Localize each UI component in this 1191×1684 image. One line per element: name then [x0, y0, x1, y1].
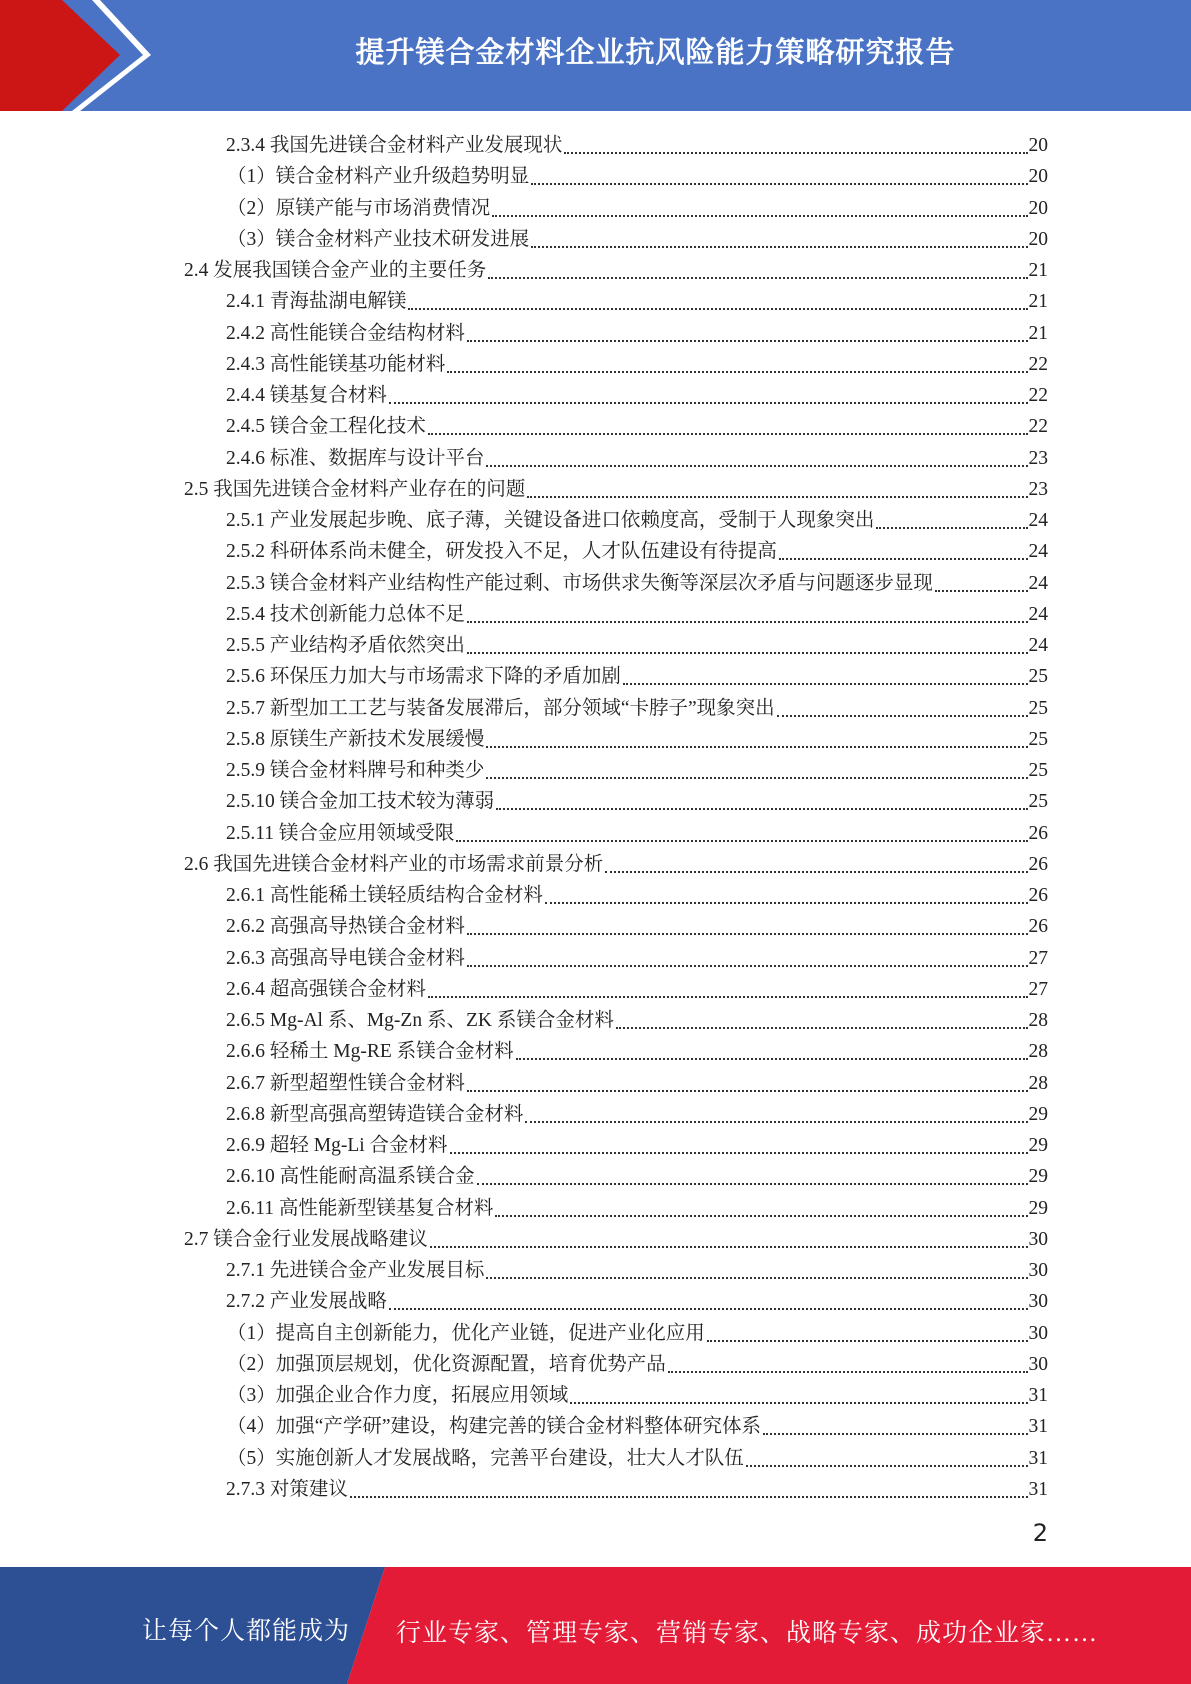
toc-entry-page: 29: [1028, 1166, 1048, 1188]
toc-entry-title: 2.6.10 高性能耐高温系镁合金: [226, 1166, 475, 1188]
toc-dot-leader: [486, 777, 1027, 779]
toc-entry-title: 2.5.7 新型加工工艺与装备发展滞后，部分领域“卡脖子”现象突出: [226, 697, 775, 719]
toc-entry[interactable]: [226, 440, 1048, 471]
toc-entry-title: 2.4.4 镁基复合材料: [226, 385, 387, 406]
toc-dot-leader: [486, 746, 1027, 748]
toc-entry-title: 2.5.8 原镁生产新技术发展缓慢: [226, 728, 485, 750]
toc-entry[interactable]: [227, 1346, 1048, 1377]
toc-entry[interactable]: [226, 721, 1048, 752]
toc-dot-leader: [779, 558, 1028, 560]
toc-entry-page: 30: [1028, 1260, 1048, 1281]
toc-dot-leader: [486, 465, 1027, 467]
toc-entry-page: 31: [1028, 1416, 1048, 1438]
toc-entry-page: 22: [1028, 385, 1048, 406]
toc-entry[interactable]: [184, 471, 1048, 502]
toc-dot-leader: [467, 1090, 1028, 1092]
toc-entry-page: 26: [1028, 885, 1048, 906]
toc-entry-title: 2.4.5 镁合金工程化技术: [226, 416, 426, 438]
toc-entry-page: 30: [1028, 1353, 1048, 1375]
toc-entry-page: 28: [1028, 1041, 1048, 1063]
toc-dot-leader: [746, 1465, 1028, 1467]
toc-entry[interactable]: [226, 1252, 1048, 1283]
toc-entry-page: 30: [1028, 1291, 1048, 1313]
toc-entry-page: 24: [1028, 510, 1048, 531]
toc-entry[interactable]: [227, 221, 1048, 252]
toc-dot-leader: [935, 590, 1028, 592]
toc-entry-page: 20: [1028, 228, 1048, 250]
toc-entry-page: 25: [1028, 760, 1048, 781]
toc-dot-leader: [876, 527, 1027, 529]
toc-entry-page: 31: [1028, 1478, 1048, 1500]
toc-entry[interactable]: [226, 502, 1048, 533]
toc-entry[interactable]: [226, 971, 1048, 1002]
toc-entry[interactable]: [226, 877, 1048, 908]
toc-entry-title: 2.6.1 高性能稀土镁轻质结构合金材料: [226, 885, 543, 906]
toc-entry-title: 2.5.6 环保压力加大与市场需求下降的矛盾加剧: [226, 666, 621, 688]
toc-entry-title: 2.3.4 我国先进镁合金材料产业发展现状: [226, 135, 563, 156]
toc-dot-leader: [707, 1340, 1028, 1342]
toc-entry[interactable]: [184, 252, 1048, 283]
toc-entry-title: 2.4.6 标准、数据库与设计平台: [226, 447, 485, 469]
toc-entry[interactable]: [226, 783, 1048, 814]
toc-entry-title: 2.4 发展我国镁合金产业的主要任务: [184, 260, 487, 281]
footer-slogan-right: 行业专家、管理专家、营销专家、战略专家、成功企业家……: [396, 1620, 1099, 1647]
toc-entry-page: 24: [1028, 541, 1048, 563]
toc-dot-leader: [350, 1496, 1028, 1498]
toc-entry-title: 2.5.2 科研体系尚未健全，研发投入不足，人才队伍建设有待提高: [226, 541, 777, 563]
toc-entry-page: 31: [1028, 1447, 1048, 1469]
toc-entry-page: 24: [1028, 635, 1048, 656]
toc-dot-leader: [477, 1183, 1028, 1185]
toc-dot-leader: [467, 933, 1028, 935]
toc-entry[interactable]: [226, 815, 1048, 846]
toc-entry[interactable]: [226, 1283, 1048, 1314]
toc-entry[interactable]: [226, 1190, 1048, 1221]
toc-entry-page: 27: [1028, 947, 1048, 969]
toc-dot-leader: [763, 1433, 1027, 1435]
toc-entry[interactable]: [226, 752, 1048, 783]
toc-entry-title: 2.5.11 镁合金应用领域受限: [226, 822, 455, 844]
toc-entry[interactable]: [226, 1065, 1048, 1096]
toc-dot-leader: [389, 1308, 1028, 1310]
page-header: [0, 0, 1191, 111]
toc-dot-leader: [408, 308, 1027, 310]
toc-entry[interactable]: [226, 533, 1048, 564]
toc-dot-leader: [467, 965, 1028, 967]
toc-entry-page: 25: [1028, 666, 1048, 688]
toc-dot-leader: [525, 1121, 1027, 1123]
toc-entry-title: 2.6.9 超轻 Mg-Li 合金材料: [226, 1135, 448, 1156]
toc-entry[interactable]: [226, 377, 1048, 408]
toc-entry-title: 2.5.4 技术创新能力总体不足: [226, 603, 465, 625]
toc-entry[interactable]: [184, 1221, 1048, 1252]
toc-entry-title: 2.6.8 新型高强高塑铸造镁合金材料: [226, 1103, 524, 1125]
toc-entry-page: 29: [1028, 1103, 1048, 1125]
toc-entry[interactable]: [227, 190, 1048, 221]
toc-entry[interactable]: [226, 283, 1048, 314]
toc-entry-page: 22: [1028, 353, 1048, 375]
toc-dot-leader: [428, 433, 1028, 435]
toc-entry-title: 2.7.3 对策建议: [226, 1478, 348, 1500]
toc-entry-title: 2.5 我国先进镁合金材料产业存在的问题: [184, 478, 526, 500]
toc-dot-leader: [570, 1402, 1027, 1404]
toc-dot-leader: [450, 1152, 1028, 1154]
toc-entry[interactable]: [226, 908, 1048, 939]
toc-entry[interactable]: [226, 346, 1048, 377]
toc-dot-leader: [467, 621, 1028, 623]
toc-dot-leader: [616, 1027, 1028, 1029]
toc-dot-leader: [564, 152, 1027, 154]
toc-dot-leader: [605, 871, 1027, 873]
toc-entry-title: 2.7.2 产业发展战略: [226, 1291, 387, 1313]
toc-entry-title: 2.6.11 高性能新型镁基复合材料: [226, 1197, 494, 1219]
toc-entry[interactable]: [226, 1002, 1048, 1033]
toc-entry[interactable]: [226, 565, 1048, 596]
toc-entry-title: 2.4.3 高性能镁基功能材料: [226, 353, 446, 375]
toc-entry-title: 2.6.5 Mg-Al 系、Mg-Zn 系、ZK 系镁合金材料: [226, 1010, 614, 1031]
toc-entry-title: 2.5.1 产业发展起步晚、底子薄，关键设备进口依赖度高，受制于人现象突出: [226, 510, 875, 531]
toc-entry-page: 26: [1028, 822, 1048, 844]
toc-entry-page: 23: [1028, 478, 1048, 500]
toc-entry-title: 2.5.9 镁合金材料牌号和种类少: [226, 760, 485, 781]
toc-entry-title: （2）加强顶层规划，优化资源配置，培育优势产品: [227, 1353, 666, 1375]
toc-entry[interactable]: [226, 1033, 1048, 1064]
toc-entry[interactable]: [226, 690, 1048, 721]
toc-entry[interactable]: [227, 158, 1048, 189]
toc-entry[interactable]: [226, 1158, 1048, 1189]
toc-entry-title: （1）镁合金材料产业升级趋势明显: [227, 166, 530, 188]
toc-entry[interactable]: [226, 627, 1048, 658]
toc-dot-leader: [495, 1215, 1027, 1217]
toc-entry-page: 26: [1028, 853, 1048, 875]
toc-entry-page: 28: [1028, 1010, 1048, 1031]
toc-entry-page: 20: [1028, 135, 1048, 156]
toc-entry[interactable]: [226, 127, 1048, 158]
toc-dot-leader: [496, 808, 1027, 810]
toc-entry[interactable]: [227, 1377, 1048, 1408]
toc-entry-title: （4）加强“产学研”建设，构建完善的镁合金材料整体研究体系: [227, 1416, 762, 1438]
toc-entry-title: （5）实施创新人才发展战略，完善平台建设，壮大人才队伍: [227, 1447, 744, 1469]
toc-entry-title: 2.6.4 超高强镁合金材料: [226, 978, 426, 1000]
toc-entry-page: 31: [1028, 1385, 1048, 1406]
toc-entry[interactable]: [226, 408, 1048, 439]
toc-entry[interactable]: [226, 940, 1048, 971]
toc-entry-page: 24: [1028, 572, 1048, 594]
toc-entry-title: 2.6.7 新型超塑性镁合金材料: [226, 1072, 465, 1094]
toc-dot-leader: [545, 902, 1028, 904]
toc-entry-title: 2.4.1 青海盐湖电解镁: [226, 291, 407, 313]
toc-entry-title: 2.6.6 轻稀土 Mg-RE 系镁合金材料: [226, 1041, 514, 1063]
toc-entry-title: 2.6.2 高强高导热镁合金材料: [226, 916, 465, 938]
toc-dot-leader: [531, 246, 1027, 248]
toc-entry[interactable]: [226, 1127, 1048, 1158]
toc-entry-page: 20: [1028, 166, 1048, 188]
toc-entry-title: （3）镁合金材料产业技术研发进展: [227, 228, 530, 250]
toc-entry[interactable]: [226, 1471, 1048, 1502]
toc-entry-page: 24: [1028, 603, 1048, 625]
toc-entry-title: （2）原镁产能与市场消费情况: [227, 197, 491, 219]
toc-entry-page: 21: [1028, 260, 1048, 281]
toc-entry-page: 30: [1028, 1228, 1048, 1250]
toc-dot-leader: [527, 496, 1027, 498]
toc-dot-leader: [456, 840, 1027, 842]
toc-dot-leader: [486, 1277, 1027, 1279]
toc-dot-leader: [467, 340, 1028, 342]
page-number: 2: [1032, 1519, 1048, 1547]
toc-entry-page: 22: [1028, 416, 1048, 438]
toc-entry-title: 2.6.3 高强高导电镁合金材料: [226, 947, 465, 969]
toc-dot-leader: [531, 183, 1027, 185]
toc-entry-page: 20: [1028, 197, 1048, 219]
toc-entry-title: 2.5.10 镁合金加工技术较为薄弱: [226, 791, 495, 813]
toc-dot-leader: [428, 996, 1028, 998]
toc-entry[interactable]: [226, 596, 1048, 627]
toc-entry-page: 29: [1028, 1135, 1048, 1156]
page-footer: [0, 1567, 1191, 1684]
toc-entry-page: 21: [1028, 291, 1048, 313]
toc-entry-page: 25: [1028, 791, 1048, 813]
toc-dot-leader: [516, 1058, 1028, 1060]
toc-dot-leader: [623, 683, 1028, 685]
toc-entry[interactable]: [226, 1096, 1048, 1127]
toc-entry-title: （3）加强企业合作力度，拓展应用领域: [227, 1385, 569, 1406]
header-red-arrow: [0, 0, 120, 111]
toc-entry-title: 2.7.1 先进镁合金产业发展目标: [226, 1260, 485, 1281]
toc-entry-page: 25: [1028, 728, 1048, 750]
toc-dot-leader: [447, 371, 1027, 373]
toc-entry[interactable]: [226, 658, 1048, 689]
toc-entry[interactable]: [226, 315, 1048, 346]
footer-slogan-left: 让每个人都能成为: [142, 1618, 351, 1645]
toc-dot-leader: [488, 277, 1027, 279]
toc-entry-title: 2.5.3 镁合金材料产业结构性产能过剩、市场供求失衡等深层次矛盾与问题逐步显现: [226, 572, 933, 594]
toc-entry-page: 30: [1028, 1322, 1048, 1344]
report-title: 提升镁合金材料企业抗风险能力策略研究报告: [355, 35, 956, 69]
toc-entry-title: 2.7 镁合金行业发展战略建议: [184, 1228, 428, 1250]
toc-dot-leader: [467, 652, 1028, 654]
toc-entry-title: （1）提高自主创新能力，优化产业链，促进产业化应用: [227, 1322, 705, 1344]
toc-entry-title: 2.4.2 高性能镁合金结构材料: [226, 322, 465, 344]
toc-dot-leader: [777, 715, 1028, 717]
toc-dot-leader: [492, 215, 1027, 217]
toc-entry[interactable]: [184, 846, 1048, 877]
toc-entry-page: 21: [1028, 322, 1048, 344]
toc-entry-page: 28: [1028, 1072, 1048, 1094]
toc-entry[interactable]: [227, 1315, 1048, 1346]
toc-dot-leader: [389, 402, 1028, 404]
toc-entry-page: 29: [1028, 1197, 1048, 1219]
toc-entry-page: 25: [1028, 697, 1048, 719]
toc-dot-leader: [430, 1246, 1028, 1248]
toc-dot-leader: [668, 1371, 1028, 1373]
toc-entry-title: 2.5.5 产业结构矛盾依然突出: [226, 635, 465, 656]
toc-entry-title: 2.6 我国先进镁合金材料产业的市场需求前景分析: [184, 853, 604, 875]
toc-entry[interactable]: [227, 1440, 1048, 1471]
toc-entry[interactable]: [227, 1408, 1048, 1439]
toc-entry-page: 26: [1028, 916, 1048, 938]
toc-entry-page: 23: [1028, 447, 1048, 469]
toc-entry-page: 27: [1028, 978, 1048, 1000]
